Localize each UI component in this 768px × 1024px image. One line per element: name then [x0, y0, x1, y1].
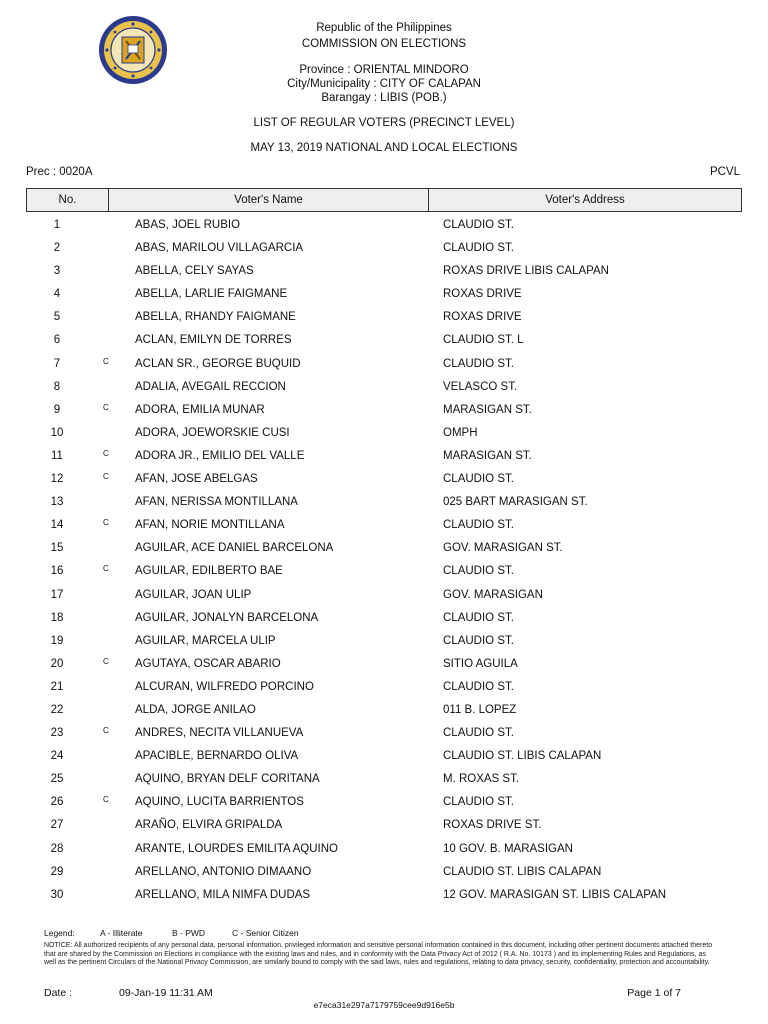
header-commission: COMMISSION ON ELECTIONS	[301, 38, 467, 50]
voter-address: CLAUDIO ST.	[443, 727, 514, 740]
voter-address: CLAUDIO ST.	[443, 357, 514, 370]
voter-name: AFAN, JOSE ABELGAS	[135, 473, 258, 486]
voter-name: ARELLANO, ANTONIO DIMAANO	[135, 865, 312, 878]
table-row	[26, 700, 742, 723]
legend-illiterate: A - Illiterate	[100, 928, 143, 938]
row-number: 20	[50, 657, 64, 670]
row-category-flag: C	[103, 356, 109, 366]
voter-address: CLAUDIO ST.	[443, 634, 514, 647]
row-number: 17	[50, 588, 64, 601]
row-number: 26	[50, 796, 64, 809]
table-row	[26, 885, 742, 908]
voter-address: MARASIGAN ST.	[443, 449, 532, 462]
precinct-label: Prec : 0020A	[26, 166, 93, 178]
voter-name: ABELLA, LARLIE FAIGMANE	[135, 288, 288, 301]
header-province: Province : ORIENTAL MINDORO	[299, 64, 469, 76]
voter-address: CLAUDIO ST.	[443, 611, 514, 624]
voter-name: ADORA, JOEWORSKIE CUSI	[135, 426, 290, 439]
voter-address: GOV. MARASIGAN ST.	[443, 542, 563, 555]
row-number: 22	[50, 703, 64, 716]
voter-address: CLAUDIO ST. LIBIS CALAPAN	[443, 750, 602, 763]
table-row	[26, 377, 742, 400]
voter-address: ROXAS DRIVE	[443, 288, 522, 301]
row-number: 24	[50, 750, 64, 763]
row-number: 9	[53, 403, 61, 416]
voter-address: OMPH	[443, 426, 478, 439]
row-number: 3	[53, 265, 61, 278]
voter-name: AGUILAR, EDILBERTO BAE	[135, 565, 283, 578]
row-number: 29	[50, 865, 64, 878]
row-number: 16	[50, 565, 64, 578]
voter-name: AQUINO, BRYAN DELF CORITANA	[135, 773, 320, 786]
header-barangay: Barangay : LIBIS (POB.)	[321, 92, 447, 104]
row-category-flag: C	[103, 564, 109, 574]
voter-address: CLAUDIO ST.	[443, 473, 514, 486]
row-number: 4	[53, 288, 61, 301]
voter-name: AGUILAR, JOAN ULIP	[135, 588, 252, 601]
voter-name: ADORA, EMILIA MUNAR	[135, 403, 265, 416]
table-row	[26, 446, 742, 469]
row-number: 23	[50, 727, 64, 740]
voter-name: AGUILAR, ACE DANIEL BARCELONA	[135, 542, 334, 555]
table-row	[26, 284, 742, 307]
table-row	[26, 354, 742, 377]
page-number: Page 1 of 7	[627, 987, 681, 999]
row-number: 25	[50, 773, 64, 786]
voter-name: ARANTE, LOURDES EMILITA AQUINO	[135, 842, 338, 855]
row-number: 12	[50, 473, 64, 486]
voter-address: 12 GOV. MARASIGAN ST. LIBIS CALAPAN	[443, 888, 667, 901]
table-row	[26, 862, 742, 885]
row-category-flag: C	[103, 795, 109, 805]
voter-name: ACLAN SR., GEORGE BUQUID	[135, 357, 301, 370]
voter-address: M. ROXAS ST.	[443, 773, 520, 786]
table-row	[26, 400, 742, 423]
row-number: 27	[50, 819, 64, 832]
document-hash: e7eca31e297a7179759cee9d916e5b	[313, 1000, 455, 1010]
voter-name: ADALIA, AVEGAIL RECCION	[135, 380, 286, 393]
table-header	[26, 188, 742, 212]
voter-address: MARASIGAN ST.	[443, 403, 532, 416]
voter-name: AFAN, NORIE MONTILLANA	[135, 519, 285, 532]
voter-address: CLAUDIO ST. LIBIS CALAPAN	[443, 865, 602, 878]
row-number: 14	[50, 519, 64, 532]
table-row	[26, 538, 742, 561]
row-category-flag: C	[103, 518, 109, 528]
row-number: 13	[50, 496, 64, 509]
election-title: MAY 13, 2019 NATIONAL AND LOCAL ELECTIONS	[250, 142, 518, 154]
voter-address: GOV. MARASIGAN	[443, 588, 543, 601]
legend-label: Legend:	[44, 928, 75, 938]
voter-name: ABELLA, RHANDY FAIGMANE	[135, 311, 296, 324]
voter-name: ARELLANO, MILA NIMFA DUDAS	[135, 888, 311, 901]
voter-name: AGUILAR, MARCELA ULIP	[135, 634, 276, 647]
table-row	[26, 561, 742, 584]
voter-address: VELASCO ST.	[443, 380, 518, 393]
row-number: 7	[53, 357, 61, 370]
voter-address: CLAUDIO ST. L	[443, 334, 524, 347]
voter-name: ABELLA, CELY SAYAS	[135, 265, 254, 278]
voter-name: ANDRES, NECITA VILLANUEVA	[135, 727, 304, 740]
voter-address: CLAUDIO ST.	[443, 680, 514, 693]
voter-name: ALCURAN, WILFREDO PORCINO	[135, 680, 314, 693]
voter-address: ROXAS DRIVE	[443, 311, 522, 324]
table-row	[26, 261, 742, 284]
header-republic: Republic of the Philippines	[316, 22, 452, 34]
voter-name: AQUINO, LUCITA BARRIENTOS	[135, 796, 304, 809]
header-voter-address: Voter's Address	[545, 194, 625, 206]
row-number: 21	[50, 680, 64, 693]
voter-name: ABAS, JOEL RUBIO	[135, 219, 241, 231]
voter-address: ROXAS DRIVE LIBIS CALAPAN	[443, 265, 609, 278]
list-title: LIST OF REGULAR VOTERS (PRECINCT LEVEL)	[253, 117, 515, 129]
table-row	[26, 515, 742, 538]
row-number: 10	[50, 426, 64, 439]
row-number: 18	[50, 611, 64, 624]
row-category-flag: C	[103, 402, 109, 412]
voter-address: CLAUDIO ST.	[443, 242, 514, 255]
table-row	[26, 815, 742, 838]
table-row	[26, 423, 742, 446]
voter-name: ABAS, MARILOU VILLAGARCIA	[135, 242, 304, 255]
legend-senior: C - Senior Citizen	[232, 928, 299, 938]
row-category-flag: C	[103, 448, 109, 458]
voter-name: AGUTAYA, OSCAR ABARIO	[135, 657, 281, 670]
row-number: 30	[50, 888, 64, 901]
row-number: 28	[50, 842, 64, 855]
table-row	[26, 839, 742, 862]
voter-address: CLAUDIO ST.	[443, 565, 514, 578]
table-row	[26, 492, 742, 515]
table-row	[26, 746, 742, 769]
voter-name: ADORA JR., EMILIO DEL VALLE	[135, 449, 305, 462]
row-number: 1	[53, 219, 61, 231]
row-category-flag: C	[103, 656, 109, 666]
table-row	[26, 330, 742, 353]
table-row	[26, 585, 742, 608]
voter-name: ACLAN, EMILYN DE TORRES	[135, 334, 292, 347]
table-row	[26, 238, 742, 261]
row-number: 11	[51, 449, 63, 462]
voter-address: CLAUDIO ST.	[443, 219, 514, 231]
row-category-flag: C	[103, 472, 109, 482]
privacy-notice: NOTICE: All authorized recipients of any personal data, personal information, privileged information and sensitive personal information contained in this document, including other pertinent documents attached thereto that are shared by the Commission on Elections in compliance with the existing laws and rules, and in conformity with the Data Privacy Act of 2012 ( R.A. No. 10173 ) and its implementing Rules and Regulations, as well as the pertinent Circulars of the National Privacy Commission, are similarly bound to comply with the said laws, rules and regulations, relating to data privacy, security, confidentiality, protection and accountability.	[44, 942, 713, 967]
voter-name: ALDA, JORGE ANILAO	[135, 703, 256, 716]
table-row	[26, 723, 742, 746]
header-no: No.	[27, 189, 109, 211]
table-row	[26, 631, 742, 654]
table-row	[26, 307, 742, 330]
form-code: PCVL	[709, 166, 740, 178]
voter-address: 025 BART MARASIGAN ST.	[443, 496, 588, 509]
voter-address: 10 GOV. B. MARASIGAN	[443, 842, 573, 855]
voter-name: ARAÑO, ELVIRA GRIPALDA	[135, 819, 283, 832]
voter-address: 011 B. LOPEZ	[443, 703, 517, 716]
row-number: 5	[53, 311, 61, 324]
table-row	[26, 769, 742, 792]
header-city: City/Municipality : CITY OF CALAPAN	[287, 78, 481, 90]
row-number: 8	[53, 380, 61, 393]
voter-address: CLAUDIO ST.	[443, 796, 514, 809]
row-number: 19	[50, 634, 64, 647]
row-number: 15	[50, 542, 64, 555]
date-label: Date :	[44, 987, 73, 999]
legend-pwd: B - PWD	[172, 928, 206, 938]
row-number: 2	[53, 242, 61, 255]
table-row	[26, 677, 742, 700]
voter-name: AFAN, NERISSA MONTILLANA	[135, 496, 298, 509]
table-row	[26, 654, 742, 677]
date-value: 09-Jan-19 11:31 AM	[119, 987, 213, 999]
header-voter-name: Voter's Name	[109, 189, 429, 211]
voter-address: ROXAS DRIVE ST.	[443, 819, 542, 832]
voter-name: APACIBLE, BERNARDO OLIVA	[135, 750, 299, 763]
voter-list	[26, 215, 742, 908]
table-row	[26, 215, 742, 238]
voter-address: SITIO AGUILA	[443, 657, 518, 670]
row-category-flag: C	[103, 726, 109, 736]
voter-name: AGUILAR, JONALYN BARCELONA	[135, 611, 319, 624]
table-row	[26, 792, 742, 815]
row-number: 6	[53, 334, 61, 347]
voter-address: CLAUDIO ST.	[443, 519, 514, 532]
table-row	[26, 469, 742, 492]
table-row	[26, 608, 742, 631]
